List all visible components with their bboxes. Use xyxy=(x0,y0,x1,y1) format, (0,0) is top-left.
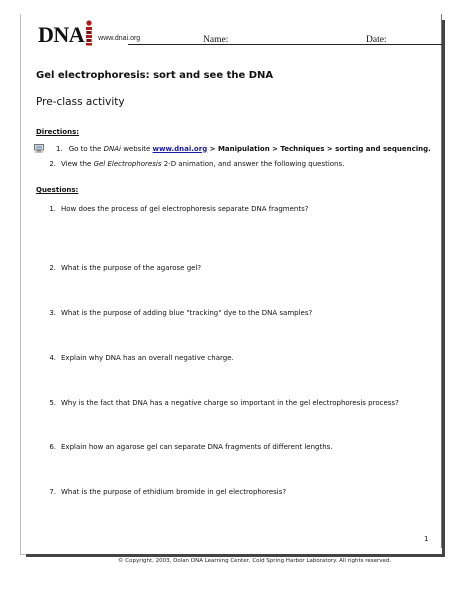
page-subtitle: Pre-class activity xyxy=(36,96,125,108)
direction-item-1 xyxy=(34,144,431,153)
question-text: Explain how an agarose gel can separate DNA fragments of different lengths. xyxy=(61,443,333,451)
page-shadow-bottom xyxy=(26,554,445,557)
direction-item-2 xyxy=(34,160,344,168)
question-item xyxy=(34,488,286,496)
question-number: 7. xyxy=(49,488,56,496)
direction-text: View the xyxy=(61,160,94,168)
logo-text: DNA xyxy=(38,22,85,47)
direction-number: 1. xyxy=(56,144,63,153)
direction-text: Go to the xyxy=(68,144,104,153)
question-text: Why is the fact that DNA has a negative charge so important in the gel electrophoresis process? xyxy=(61,399,399,407)
question-number: 2. xyxy=(49,264,56,272)
date-field-label: Date: xyxy=(366,35,387,45)
question-number: 4. xyxy=(49,354,56,362)
direction-text: 2-D animation, and answer the following questions. xyxy=(161,160,345,168)
question-text: Explain why DNA has an overall negative charge. xyxy=(61,354,234,362)
question-number: 3. xyxy=(49,309,56,317)
question-number: 6. xyxy=(49,443,56,451)
question-item xyxy=(34,354,234,362)
directions-heading: Directions: xyxy=(36,128,80,136)
dnai-logo xyxy=(38,20,140,46)
page-shadow-right xyxy=(442,20,445,556)
dna-i-logo-icon xyxy=(85,20,93,46)
direction-number: 2. xyxy=(49,160,56,168)
page-number: 1 xyxy=(424,535,429,543)
header-rule xyxy=(128,44,442,45)
logo-url: www.dnai.org xyxy=(98,35,141,42)
page-title: Gel electrophoresis: sort and see the DNA xyxy=(36,70,274,81)
direction-text: website xyxy=(120,144,153,153)
question-item xyxy=(34,399,399,407)
question-item xyxy=(34,443,333,451)
question-text: What is the purpose of adding blue "tracking" dye to the DNA samples? xyxy=(61,309,313,317)
animation-name: Gel Electrophoresis xyxy=(93,160,162,168)
question-text: How does the process of gel electrophoresis separate DNA fragments? xyxy=(61,205,309,213)
question-number: 1. xyxy=(49,205,56,213)
question-number: 5. xyxy=(49,399,56,407)
site-name: DNAi xyxy=(103,144,121,153)
copyright-notice: © Copyright, 2003, Dolan DNA Learning Center, Cold Spring Harbor Laboratory. All rights reserved. xyxy=(118,558,392,564)
questions-heading: Questions: xyxy=(36,186,79,194)
question-text: What is the purpose of ethidium bromide in gel electrophoresis? xyxy=(61,488,287,496)
navigation-path: > Manipulation > Techniques > sorting and sequencing. xyxy=(207,144,431,153)
question-item xyxy=(34,205,308,213)
computer-icon xyxy=(34,144,44,153)
question-item xyxy=(34,264,201,272)
dnai-website-link[interactable]: www.dnai.org xyxy=(152,144,208,153)
name-field-label: Name: xyxy=(203,35,229,45)
question-text: What is the purpose of the agarose gel? xyxy=(61,264,202,272)
question-item xyxy=(34,309,312,317)
